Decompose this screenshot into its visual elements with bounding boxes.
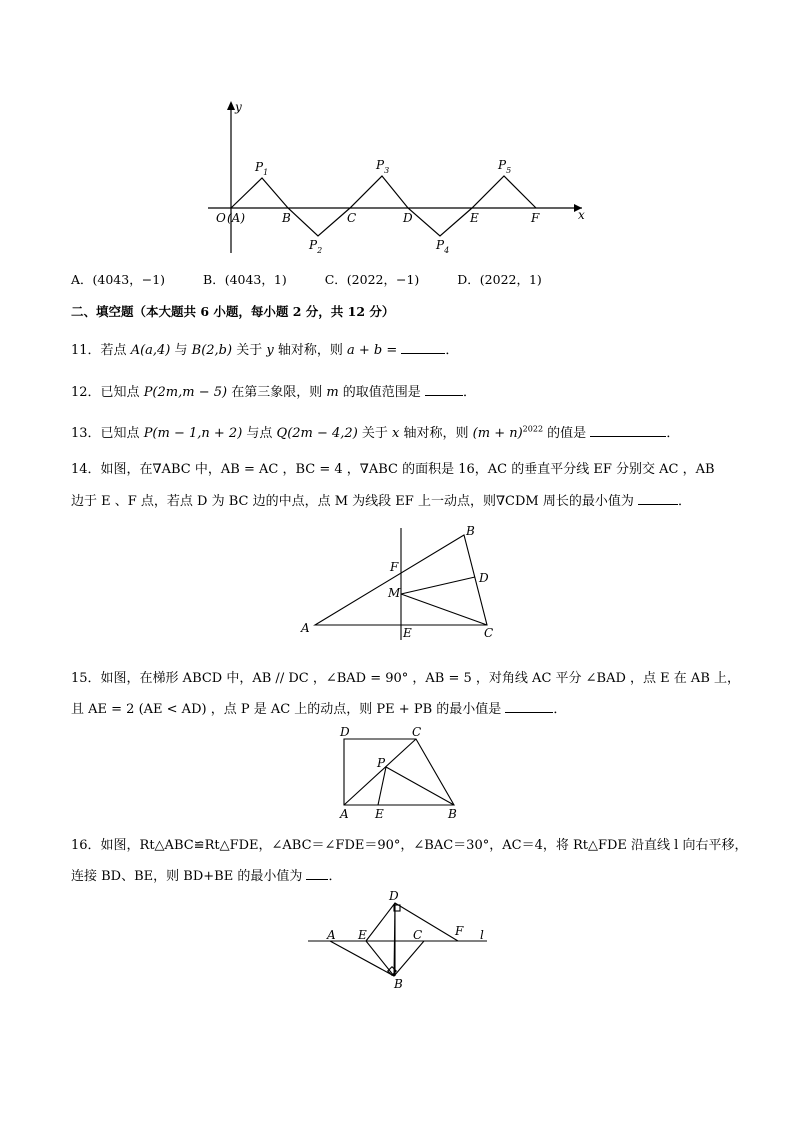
y-axis-label: y (235, 100, 242, 114)
label-C: C (484, 626, 494, 640)
answer-blank[interactable] (505, 700, 553, 713)
label-A: (A) (227, 211, 246, 225)
label-E: E (358, 928, 367, 942)
label-l: l (480, 928, 484, 942)
label-F: F (390, 560, 399, 574)
label-P3: $P_3$ (376, 158, 390, 175)
question-14-line-2: 边于 E 、F 点，若点 D 为 BC 边的中点，点 M 为线段 EF 上一动点，则∇CDM 周长的最小值为 ． (71, 494, 691, 509)
zigzag-path (231, 176, 536, 236)
trapezoid-figure (0, 722, 794, 822)
answer-blank[interactable] (401, 341, 445, 354)
label-M: M (388, 586, 401, 600)
label-E: E (375, 807, 384, 821)
question-14-line-1: 14．如图，在∇ABC 中，AB = AC ，BC = 4 ，∇ABC 的面积是 16，AC 的垂直平分线 EF 分别交 AC ，AB (71, 462, 715, 477)
answer-blank[interactable] (425, 383, 463, 396)
option-d: D．(2022，1) (457, 272, 542, 287)
label-A: A (327, 928, 336, 942)
label-D: D (403, 211, 413, 225)
question-11: 11．若点 A(a,4) 与 B(2,b) 关于 y 轴对称，则 a + b = ． (71, 343, 459, 358)
label-P4: $P_4$ (436, 238, 450, 255)
label-B: B (466, 524, 475, 538)
answer-blank[interactable] (590, 424, 666, 437)
question-12: 12．已知点 P(2m,m − 5) 在第三象限，则 m 的取值范围是 ． (71, 385, 476, 400)
answer-blank[interactable] (306, 867, 328, 880)
question-15-line-1: 15．如图，在梯形 ABCD 中，AB // DC ，∠BAD = 90° ，AB = 5 ，对角线 AC 平分 ∠BAD ，点 E 在 AB 上， (71, 671, 740, 686)
label-D: D (479, 571, 489, 585)
question-16-line-2: 连接 BD、BE，则 BD+BE 的最小值为 ． (71, 869, 342, 884)
label-E: E (403, 626, 412, 640)
label-E: E (470, 211, 479, 225)
label-P1: $P_1$ (255, 160, 269, 177)
triangle-FDE (366, 903, 458, 941)
label-F: F (455, 924, 464, 938)
answer-blank[interactable] (638, 492, 678, 505)
label-D: D (389, 889, 399, 903)
answer-options (71, 270, 576, 288)
zigzag-figure (0, 0, 794, 270)
label-B: B (448, 807, 457, 821)
question-16-line-1: 16．如图，Rt△ABC≌Rt△FDE，∠ABC＝∠FDE＝90°，∠BAC＝30°，AC＝4，将 Rt△FDE 沿直线 l 向右平移， (71, 838, 748, 853)
section-heading: 二、填空题（本大题共 6 小题，每小题 2 分，共 12 分） (71, 304, 395, 319)
label-B: B (282, 211, 291, 225)
label-B: B (394, 977, 403, 991)
label-P: P (377, 756, 386, 770)
label-P2: $P_2$ (309, 238, 323, 255)
x-axis-label: x (578, 208, 585, 222)
question-15-line-2: 且 AE = 2 (AE < AD) ，点 P 是 AC 上的动点，则 PE + PB 的最小值是 ． (71, 702, 567, 717)
label-D: D (340, 725, 350, 739)
label-C: C (413, 928, 423, 942)
option-a: A．(4043，−1) (71, 272, 166, 287)
option-c: C．(2022，−1) (324, 272, 420, 287)
label-C: C (412, 725, 422, 739)
question-13: 13．已知点 P(m − 1,n + 2) 与点 Q(2m − 4,2) 关于 x 轴对称，则 $(m + n)^{2022}$ 的值是 ． (71, 424, 680, 441)
triangle-ABC (330, 941, 424, 976)
triangle-figure (0, 520, 794, 650)
label-P5: $P_5$ (498, 158, 512, 175)
label-C: C (347, 211, 357, 225)
label-O: O (216, 211, 226, 225)
label-A: A (301, 621, 310, 635)
label-A: A (340, 807, 349, 821)
trapezoid-ABCD (344, 739, 454, 805)
translation-figure (0, 885, 794, 995)
label-F: F (531, 211, 540, 225)
option-b: B．(4043，1) (203, 272, 287, 287)
